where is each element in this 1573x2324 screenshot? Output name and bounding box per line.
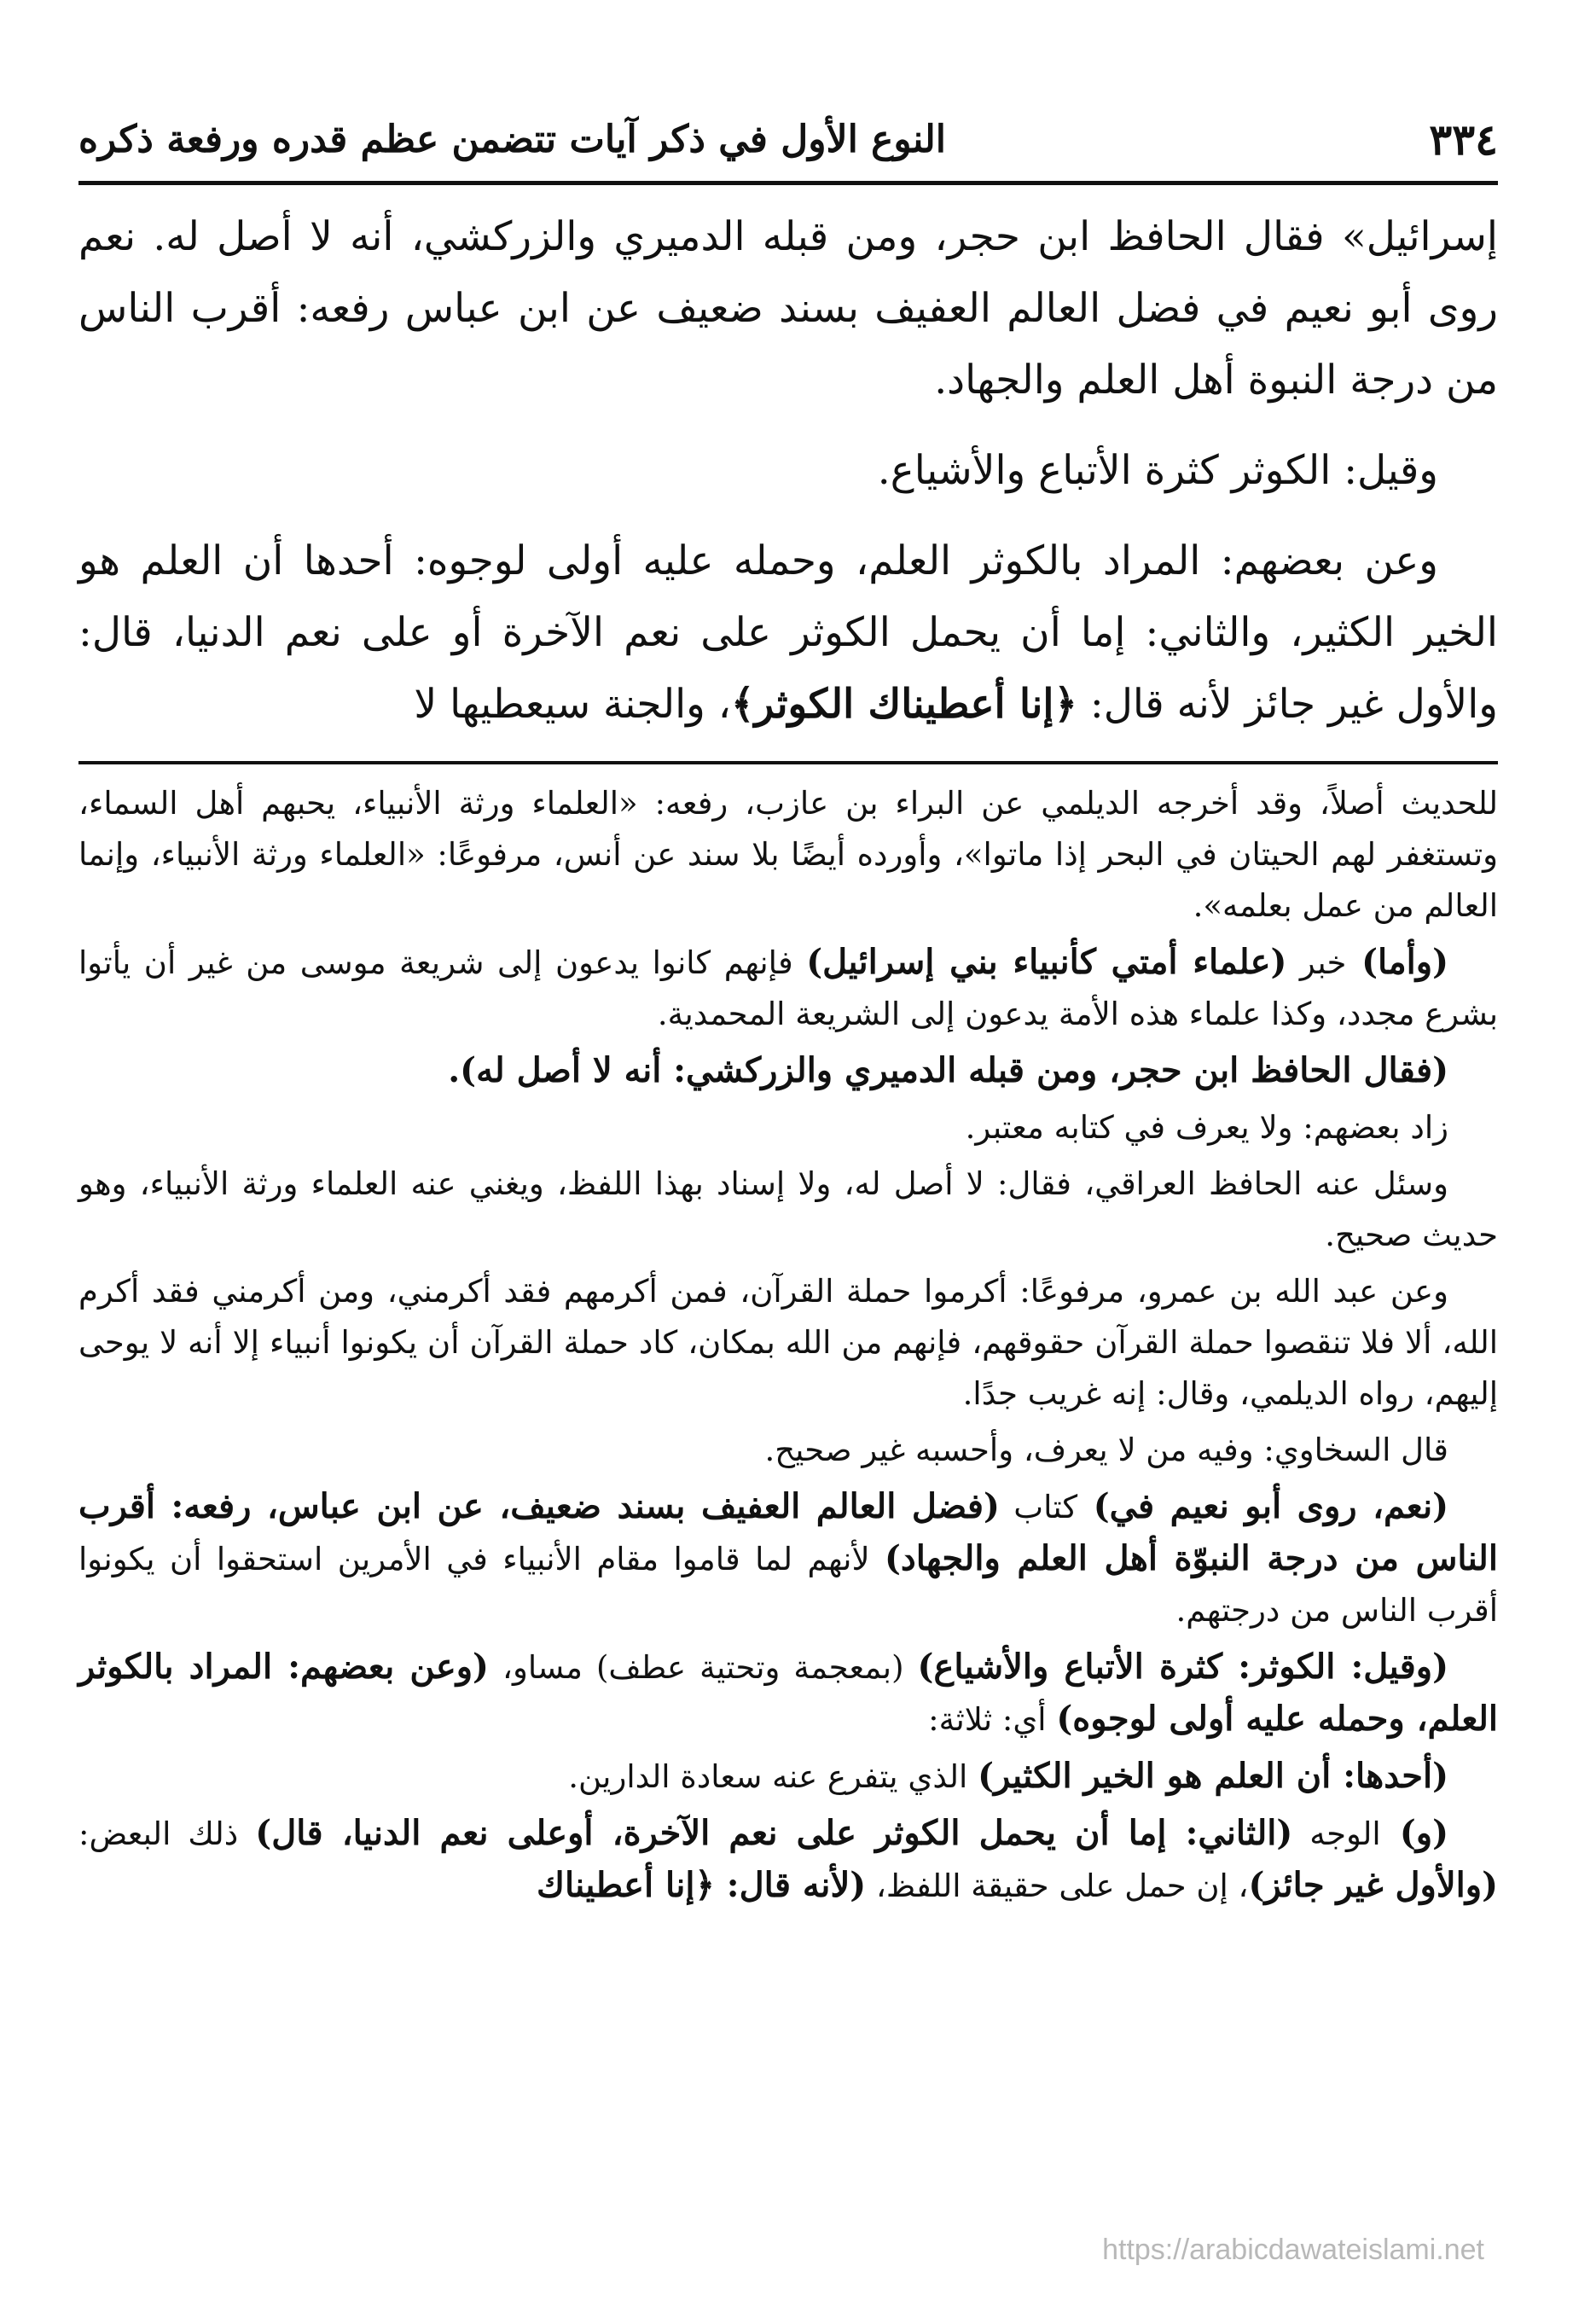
commentary-bold-segment: (لأنه قال: ﴿إنا أعطيناك bbox=[536, 1865, 867, 1905]
page-number: ٣٣٤ bbox=[1429, 113, 1498, 165]
running-title: النوع الأول في ذكر آيات تتضمن عظم قدره ورفعة ذكره bbox=[78, 117, 947, 161]
commentary-segment: قال السخاوي: وفيه من لا يعرف، وأحسبه غير صحيح. bbox=[764, 1432, 1448, 1468]
main-text-segment: وعن بعضهم: المراد بالكوثر العلم، وحمله عليه أولى لوجوه: أحدها أن العلم هو الخير الكثير، والثاني: إما أن يحمل الكوثر على نعم الآخرة أو على نعم الدنيا، قال: والأول غير جائز لأنه قال: bbox=[78, 537, 1498, 728]
main-text bbox=[78, 201, 1498, 741]
commentary-paragraph bbox=[78, 1425, 1498, 1476]
commentary-segment: (بمعجمة وتحتية عطف) مساو، bbox=[488, 1649, 918, 1686]
quran-verse: ﴿إنا أعطيناك الكوثر﴾ bbox=[730, 681, 1077, 728]
commentary-bold-segment: (وعن بعضهم: المراد بالكوثر العلم، وحمله عليه أولى لوجوه) bbox=[78, 1647, 1498, 1739]
commentary-segment: خبر bbox=[1286, 944, 1347, 981]
commentary-bold-segment: (وأما) bbox=[1346, 942, 1448, 982]
commentary-paragraph bbox=[78, 1045, 1498, 1097]
main-paragraph bbox=[78, 526, 1498, 741]
commentary-bold-segment: (فضل العالم العفيف بسند ضعيف، عن ابن عباس، رفعه: أقرب الناس من درجة النبوّة أهل العلم والجهاد) bbox=[78, 1486, 1498, 1578]
watermark-url: https://arabicdawateislami.net bbox=[1102, 2234, 1484, 2266]
commentary-segment: ذلك البعض: bbox=[78, 1816, 256, 1852]
header-rule bbox=[78, 181, 1498, 185]
commentary-bold-segment: (نعم، روى أبو نعيم في) bbox=[1077, 1486, 1449, 1526]
commentary-paragraph bbox=[78, 1266, 1498, 1420]
commentary-paragraph bbox=[78, 1102, 1498, 1153]
commentary-segment: أي: ثلاثة: bbox=[928, 1701, 1057, 1738]
commentary-paragraph bbox=[78, 778, 1498, 932]
commentary-segment: الذي يتفرع عنه سعادة الدارين. bbox=[568, 1758, 978, 1795]
page-header bbox=[78, 101, 1498, 177]
commentary-bold-segment: (فقال الحافظ ابن حجر، ومن قبله الدميري والزركشي: أنه لا أصل له). bbox=[448, 1050, 1448, 1090]
commentary-bold-segment: (علماء أمتي كأنبياء بني إسرائيل) bbox=[806, 942, 1287, 982]
commentary-section bbox=[78, 778, 1498, 1917]
commentary-segment: زاد بعضهم: ولا يعرف في كتابه معتبر. bbox=[965, 1109, 1448, 1146]
main-text-segment: ، والجنة سيعطيها لا bbox=[414, 681, 731, 728]
commentary-segment: للحديث أصلاً، وقد أخرجه الديلمي عن البراء بن عازب، رفعه: «العلماء ورثة الأنبياء، يحبهم أهل السماء، وتستغفر لهم الحيتان في البحر إذا ماتوا»، وأورده أيضًا بلا سند عن أنس، مرفوعًا: «العلماء ورثة الأنبياء، وإنما العالم من عمل بعلمه». bbox=[78, 785, 1498, 924]
commentary-paragraph bbox=[78, 1481, 1498, 1636]
commentary-segment: ، إن حمل على حقيقة اللفظ، bbox=[866, 1868, 1249, 1904]
commentary-paragraph bbox=[78, 1641, 1498, 1746]
commentary-segment: كتاب bbox=[999, 1489, 1078, 1525]
commentary-paragraph bbox=[78, 1159, 1498, 1261]
commentary-paragraph bbox=[78, 1808, 1498, 1912]
commentary-bold-segment: (و) bbox=[1380, 1813, 1448, 1853]
footnote-separator bbox=[78, 761, 1498, 764]
commentary-bold-segment: (والأول غير جائز) bbox=[1248, 1865, 1498, 1905]
commentary-bold-segment: (وقيل: الكوثر: كثرة الأتباع والأشياع) bbox=[917, 1647, 1448, 1687]
commentary-segment: فإنهم كانوا يدعون إلى شريعة موسى من غير أن يأتوا بشرع مجدد، وكذا علماء هذه الأمة يدعون إلى الشريعة المحمدية. bbox=[78, 944, 1498, 1032]
commentary-segment: لأنهم لما قاموا مقام الأنبياء في الأمرين استحقوا أن يكونوا أقرب الناس من درجتهم. bbox=[78, 1541, 1498, 1629]
commentary-bold-segment: (أحدها: أن العلم هو الخير الكثير) bbox=[978, 1756, 1448, 1796]
commentary-segment: وسئل عنه الحافظ العراقي، فقال: لا أصل له، ولا إسناد بهذا اللفظ، ويغني عنه العلماء ورثة الأنبياء، وهو حديث صحيح. bbox=[78, 1165, 1498, 1253]
commentary-segment: الوجه bbox=[1292, 1816, 1381, 1852]
main-paragraph: وقيل: الكوثر كثرة الأتباع والأشياع. bbox=[877, 447, 1438, 494]
main-paragraph: إسرائيل» فقال الحافظ ابن حجر، ومن قبله الدميري والزركشي، أنه لا أصل له. نعم روى أبو نعيم في فضل العالم العفيف بسند ضعيف عن ابن عباس رفعه: أقرب الناس من درجة النبوة أهل العلم والجهاد. bbox=[78, 213, 1498, 404]
commentary-segment: وعن عبد الله بن عمرو، مرفوعًا: أكرموا حملة القرآن، فمن أكرمهم فقد أكرمني، ومن أكرمني فقد أكرم الله، ألا فلا تنقصوا حملة القرآن حقوقهم، فإنهم من الله بمكان، كاد حملة القرآن أن يكونوا أنبياء إلا أنه لا يوحى إليهم، رواه الديلمي، وقال: إنه غريب جدًا. bbox=[78, 1273, 1498, 1412]
commentary-bold-segment: (الثاني: إما أن يحمل الكوثر على نعم الآخرة، أوعلى نعم الدنيا، قال) bbox=[255, 1813, 1293, 1853]
commentary-paragraph bbox=[78, 937, 1498, 1040]
commentary-paragraph bbox=[78, 1751, 1498, 1803]
